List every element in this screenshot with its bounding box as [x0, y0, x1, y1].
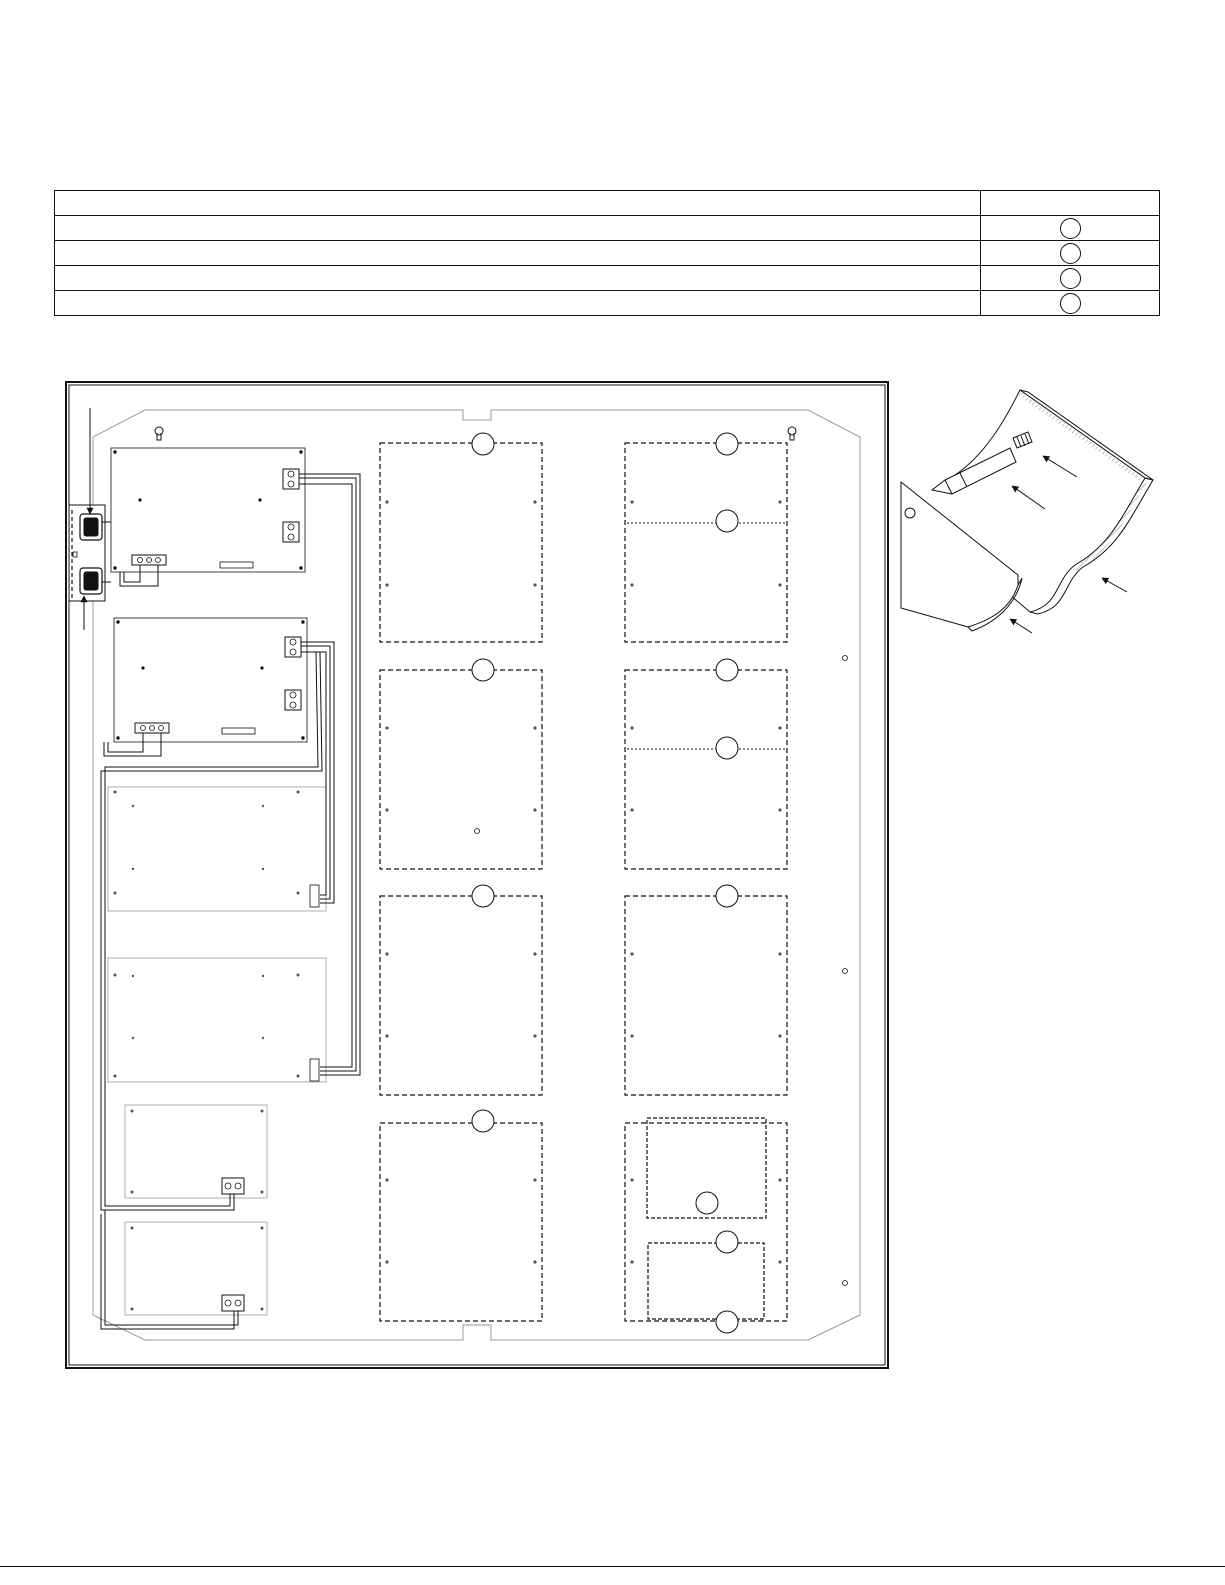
- circuit-board-lower-b: [108, 958, 326, 1082]
- footer-rule: [0, 1566, 1225, 1567]
- circuit-board-small-b: [125, 1222, 267, 1315]
- standoff-installation-detail: [901, 390, 1153, 631]
- mounting-area-divider: [627, 523, 785, 749]
- power-switch-module: [69, 505, 105, 601]
- circuit-board-upper: [111, 448, 305, 572]
- threaded-screw-icon: [1013, 432, 1032, 448]
- standoff-dots: [385, 500, 781, 1263]
- wiring-harness: [101, 474, 360, 1329]
- pointer-arrow-icon: [1010, 456, 1127, 633]
- callout-circle-icon: [472, 433, 738, 1333]
- standoff-spacer-icon: [932, 448, 1016, 494]
- circuit-board-small-a: [125, 1105, 267, 1198]
- mounting-area-column-middle: [380, 443, 542, 1321]
- mounting-hole-icon: [475, 656, 848, 1286]
- mounting-area-column-right: [625, 443, 787, 1321]
- circuit-board-lower-a: [108, 787, 326, 911]
- circuit-board-middle: [114, 618, 307, 742]
